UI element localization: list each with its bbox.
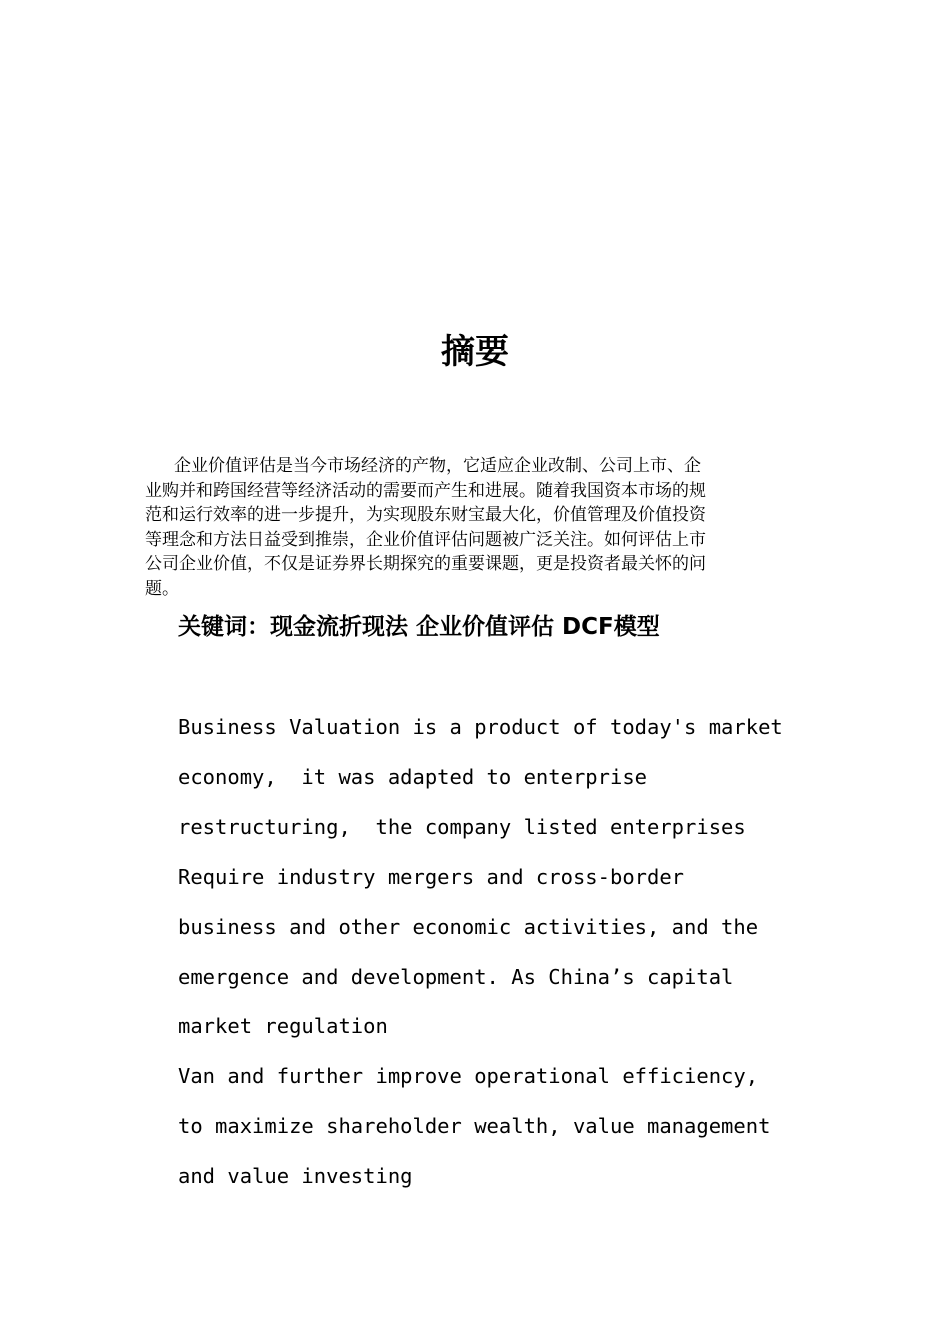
abstract-en-line: market regulation — [178, 1014, 388, 1039]
abstract-zh-line: 题。 — [145, 578, 179, 599]
abstract-en-line: economy, it was adapted to enterprise — [178, 764, 647, 789]
abstract-zh-line: 等理念和方法日益受到推崇，企业价值评估问题被广泛关注。如何评估上市 — [145, 529, 706, 550]
abstract-en-line: Van and further improve operational efficiency, — [178, 1064, 759, 1089]
abstract-en-line: restructuring, the company listed enterprises — [178, 814, 746, 839]
abstract-zh-line: 业购并和跨国经营等经济活动的需要而产生和进展。随着我国资本市场的规 — [145, 480, 706, 501]
abstract-en-line: business and other economic activities, and the — [178, 914, 759, 939]
abstract-en-line: to maximize shareholder wealth, value management — [178, 1114, 771, 1139]
abstract-zh-line: 企业价值评估是当今市场经济的产物，它适应企业改制、公司上市、企 — [174, 456, 701, 476]
chinese-abstract — [145, 454, 785, 601]
abstract-zh-line: 公司企业价值，不仅是证券界长期探究的重要课题，更是投资者最关怀的问 — [145, 554, 706, 574]
abstract-en-line: and value investing — [178, 1164, 413, 1189]
page-title: 摘要 — [441, 332, 509, 372]
abstract-en-line: Require industry mergers and cross-border — [178, 864, 685, 889]
abstract-en-line: Business Valuation is a product of today's market — [178, 715, 783, 739]
abstract-zh-line: 范和运行效率的进一步提升，为实现股东财宝最大化，价值管理及价值投资 — [145, 505, 706, 525]
english-abstract — [178, 703, 898, 1202]
abstract-en-line: emergence and development. As China’s capital — [178, 964, 734, 989]
keywords: 关键词：现金流折现法 企业价值评估 DCF模型 — [178, 614, 660, 640]
